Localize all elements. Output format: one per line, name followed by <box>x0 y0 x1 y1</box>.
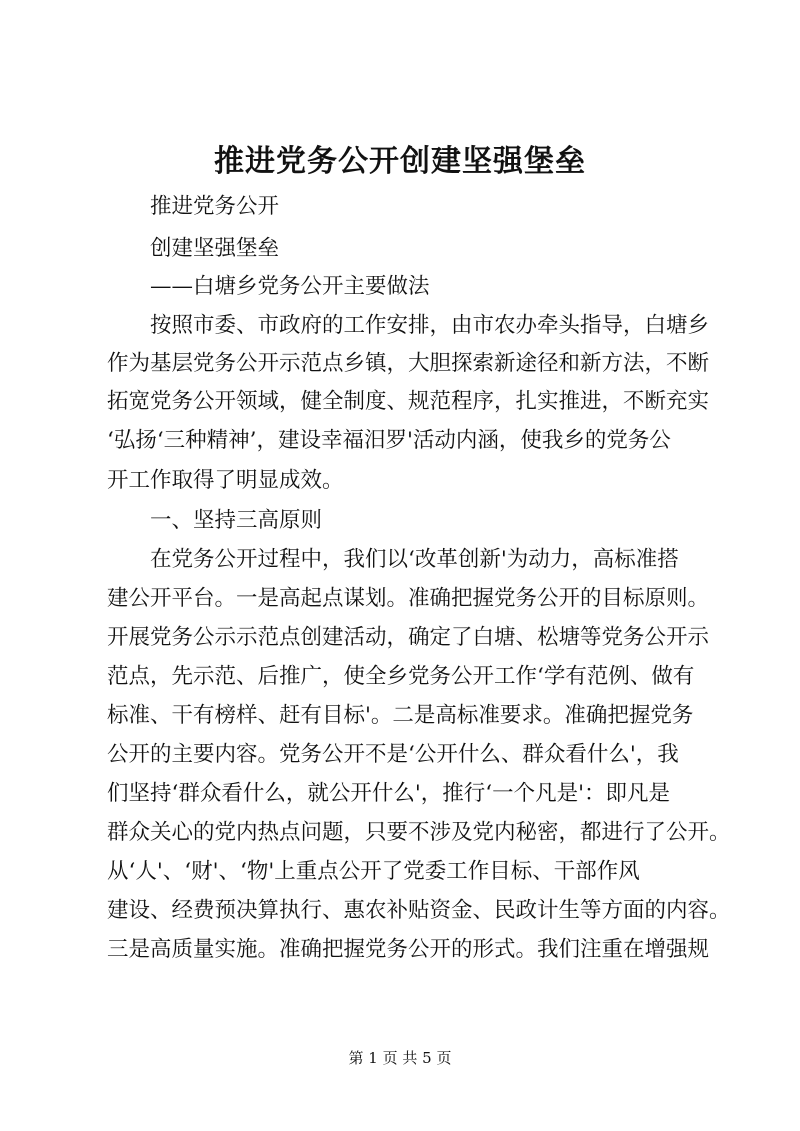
paragraph-line: 按照市委、市政府的工作安排，由市农办牵头指导，白塘乡 <box>150 313 710 338</box>
paragraph-line: 作为基层党务公开示范点乡镇，大胆探索新途径和新方法，不断 <box>107 351 710 376</box>
paragraph-line: ‘弘扬‘三种精神’，建设幸福汨罗'活动内涵，使我乡的党务公 <box>107 428 671 453</box>
paragraph-line: 开展党务公示示范点创建活动，确定了白塘、松塘等党务公开示 <box>107 625 710 650</box>
paragraph-line: 开工作取得了明显成效。 <box>107 468 344 493</box>
paragraph-line: 建公开平台。一是高起点谋划。准确把握党务公开的目标原则。 <box>107 586 710 611</box>
paragraph-line: 拓宽党务公开领域，健全制度、规范程序，扎实推进，不断充实 <box>107 389 710 414</box>
page-title: 推进党务公开创建坚强堡垒 <box>214 144 586 179</box>
paragraph-line: 公开的主要内容。党务公开不是‘公开什么、群众看什么'，我 <box>107 742 679 767</box>
paragraph-line: 建设、经费预决算执行、惠农补贴资金、民政计生等方面的内容。 <box>107 898 731 923</box>
subtitle-line: 推进党务公开 <box>150 194 280 219</box>
paragraph-line: 们坚持‘群众看什么，就公开什么'，推行‘一个凡是'：即凡是 <box>107 781 670 806</box>
section-heading: 一、坚持三高原则 <box>150 508 323 533</box>
paragraph-line: 范点，先示范、后推广，使全乡党务公开工作‘学有范例、做有 <box>107 664 695 689</box>
subtitle-line: 创建坚强堡垒 <box>150 236 280 261</box>
paragraph-line: 从‘人'、‘财'、‘物'上重点公开了党委工作目标、干部作风 <box>107 859 640 884</box>
byline: ——白塘乡党务公开主要做法 <box>150 274 430 299</box>
page-number-footer: 第 1 页 共 5 页 <box>348 1049 452 1067</box>
paragraph-line: 标准、干有榜样、赶有目标'。二是高标准要求。准确把握党务 <box>107 703 694 728</box>
paragraph-line: 三是高质量实施。准确把握党务公开的形式。我们注重在增强规 <box>107 937 710 962</box>
paragraph-line: 群众关心的党内热点问题，只要不涉及党内秘密，都进行了公开。 <box>107 820 731 845</box>
paragraph-line: 在党务公开过程中，我们以‘改革创新'为动力，高标准搭 <box>150 547 679 572</box>
